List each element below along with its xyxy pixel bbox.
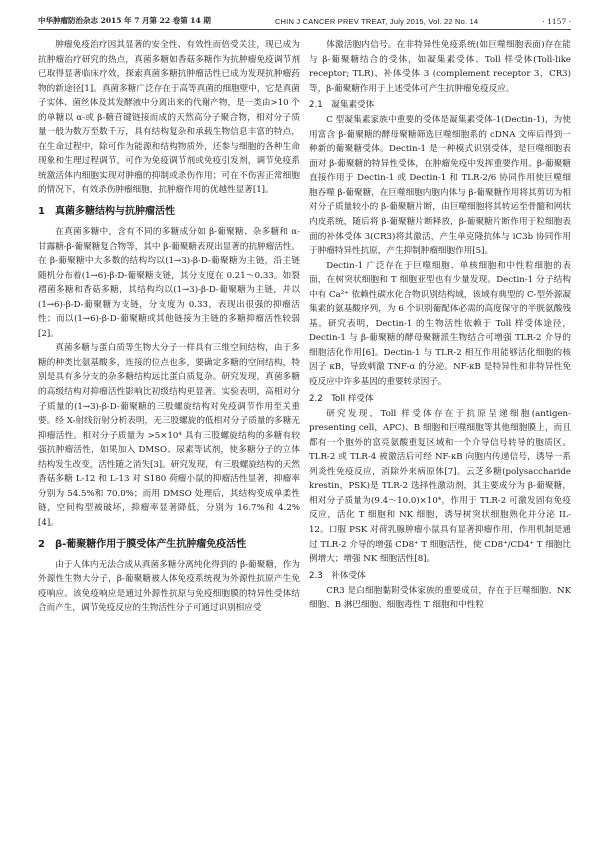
section-2-2-heading: 2.2 Toll 样受体	[309, 393, 374, 404]
section-1-heading: 1 真菌多糖结构与抗肿瘤活性	[38, 206, 175, 218]
section-2-heading: 2 β-葡聚糖作用于膜受体产生抗肿瘤免疫活性	[38, 538, 247, 550]
section-2-paragraph-1: 由于人体内无法合成从真菌多糖分离纯化得到的 β-葡聚糖，作为外源性生物大分子，β-葡聚糖被人体免疫系统视为外源性抗原产生免疫响应。该免疫响应是通过外源性抗原与免疫细胞膜的特异性受体结合而产生，调节免疫反应的生物活性分子可通过识别相应受	[38, 559, 300, 614]
journal-title-en: CHIN J CANCER PREV TREAT, July 2015, Vol. 22 No. 14	[274, 17, 479, 26]
left-column	[38, 38, 300, 616]
journal-title-cn: 中华肿瘤防治杂志 2015 年 7 月第 22 卷第 14 期	[38, 16, 211, 25]
section-2-1-heading: 2.1 凝集素受体	[309, 100, 375, 111]
section-2-1-paragraph-1: C 型凝集素家族中重要的受体是凝集素受体-1(Dectin-1)，为使用富含 β-葡聚糖的酵母聚糖筛选巨噬细胞系的 cDNA 文库后得到一种新的葡聚糖受体。Dectin-1 是一种模式识别受体，是巨噬细胞表面对 β-葡聚糖的特异性受体，在肿瘤免疫中发挥重要作用。β-葡聚糖直接作用于 Dectin-1 或 Dectin-1 和 TLR-2/6 协同作用使巨噬细胞吞噬 β-葡聚糖，在巨噬细胞内胞内体与 β-葡聚糖作用将其剪切为相对分子质量较小的 β-葡聚糖片断，由巨噬细胞将其转运至骨髓和网状内皮系统，随后将 β-葡聚糖片断释放，β-葡聚糖片断作用于粒细胞表面的补体受体 3(CR3)将其激活，产生单克隆抗体与 iC3b 协同作用于肿瘤特异性抗原，产生抑制肿瘤细胞作用[5]。	[309, 115, 571, 257]
section-2-1-paragraph-2: Dectin-1 广泛存在于巨噬细胞、单核细胞和中性粒细胞的表面，在树突状细胞和 T 细胞亚型也有少量发现。Dectin-1 分子结构中有 Ca²⁺ 依赖性碳水化合物识别结构域，该域有典型的 C-型外源凝集素的氨基酸序列，为 6 个识别葡配体必需的高度保守的半胱氨酸残基。研究表明，Dectin-1 的生物活性依赖于 Toll 样受体途径，Dectin-1 与 β-葡聚糖的酵母聚糖派生物结合可增强 TLR-2 介导的细胞活化作用[6]。Dectin-1 与 TLR-2 相互作用能够活化细胞的核因子 κB，导致刺激 TNF-α 的分泌。NF-κB 是特异性和非特异性免疫反应中许多基因的重要转录因子。	[309, 260, 571, 388]
section-2-3-heading: 2.3 补体受体	[309, 570, 366, 581]
section-2-continued-paragraph: 体激活胞内信号。在非特异性免疫系统(如巨噬细胞表面)存在能与 β-葡聚糖结合的受体，如凝集素受体、Toll 样受体(Toll-like receptor; TLR)、补体受体 3 (complement receptor 3，CR3)等，β-葡聚糖作用于上述受体可产生抗肿瘤免疫反应。	[309, 40, 571, 94]
running-header	[38, 0, 571, 30]
intro-paragraph: 肿瘤免疫治疗因其显著的安全性、有效性而倍受关注，现已成为抗肿瘤治疗研究的热点，真菌多糖如香菇多糖作为抗肿瘤免疫调节剂已取得显著临床疗效，探索真菌多糖抗肿瘤活性已成为发现抗肿瘤药物的新途径[1]。真菌多糖广泛存在于高等真菌的细胞壁中，它是真菌子实体、菌丝体及其发酵液中分离出来的代谢产物，是一类由>10 个的单糖以 α-或 β-糖苷键链接而成的天然高分子聚合物，相对分子质量一般为数万至数千万，具有结构复杂和承载生物信息丰富的特点，在生命过程中，除可作为能源和结构物质外，还参与细胞的各种生命现象和生理过程调节，可作为免疫调节剂或免疫引发剂，调节免疫系统激活体内细胞实现对肿瘤的抑制或杀伤作用；可在不伤害正常细胞的情况下，有效杀伤肿瘤细胞，抗肿瘤作用的优越性显著[1]。	[38, 40, 300, 196]
section-2-3-paragraph: CR3 是白细胞黏附受体家族的重要成员，存在于巨噬细胞、NK 细胞、B 淋巴细胞、细胞毒性 T 细胞和中性粒	[309, 585, 571, 611]
section-1-paragraph-1: 在真菌多糖中，含有不同的多糖成分如 β-葡聚糖、杂多糖和 α-甘露糖-β-葡聚糖复合物等，其中 β-葡聚糖表现出显著的抗肿瘤活性。在 β-葡聚糖中大多数的结构均以(1→3)-β-D-葡聚糖为主链，沿主链随机分布着(1→6)-β-D-葡聚糖支链，其分支度在 0.21～0.33。如裂褶菌多糖和香菇多糖，其结构均以(1→3)-β-D-葡聚糖为主链，并以(1→6)-β-D-葡聚糖为支链，分支度为 0.33，表现出很强的抑瘤活性；而以(1→6)-β-D-葡聚糖或其他链接为主链的多糖抑瘤活性较弱[2]。	[38, 227, 301, 339]
two-column-body	[38, 38, 571, 616]
section-2-2-paragraph: 研究发现，Toll 样受体存在于抗原呈递细胞(antigen-presenting cell，APC)、B 细胞和巨噬细胞等其他细胞膜上，而且都有一个胞外的富亮氨酸重复区域和一个介导信号转导的胞质区。TLR-2 或 TLR-4 被激活后可经 NF-κB 向胞内传递信号，诱导一系列炎性免疫反应，消除外来病原体[7]。云芝多糖(polysaccharide krestin，PSK)是 TLR-2 选择性激动剂，其主要成分为 β-葡聚糖，相对分子质量为(9.4～10.0)×10⁴，作用于 TLR-2 可激发固有免疫反应，活化 T 细胞和 NK 细胞，诱导树突状细胞熟化并分泌 IL-12。口服 PSK 对荷乳腺肿瘤小鼠具有显著抑瘤作用，作用机制是通过 TLR-2 介导的增强 CD8⁺ T 细胞活性，使 CD8⁺/CD4⁺ T 细胞比例增大；增强 NK 细胞活性[8]。	[309, 408, 571, 565]
right-column	[309, 38, 571, 616]
page-number: · 1157 ·	[542, 17, 571, 26]
section-1-paragraph-2: 真菌多糖与蛋白质等生物大分子一样具有三维空间结构，由于多糖的种类比氨基酸多，连接的位点也多，要确定多糖的空间结构，特别是具有多分支的杂多糖结构远比蛋白质复杂。研究发现，真菌多糖的高级结构对抑瘤活性影响比初级结构更显著。实验表明，高相对分子质量的(1→3)-β-D-葡聚糖的三股螺旋结构对免疫调节作用至关重要。经 X-射线衍射分析表明，无三股螺旋的低相对分子质量的多糖无抑瘤活性。相对分子质量为 >5×10⁴ 具有三股螺旋结构的多糖有较强抗肿瘤活性，如果加入 DMSO、尿素等试剂，使多糖分子的立体结构发生改变，活性随之消失[3]。研究发现，有三股螺旋结构的天然香菇多糖 L-12 和 L-13 对 S180 荷瘤小鼠的抑瘤活性显著，抑瘤率分别为 54.5%和 70.0%；而用 DMSO 处理后，其结构变成单柔性链，空间构型被破坏，抑瘤率显著降低，分别为 16.7%和 4.2%[4]。	[38, 343, 300, 528]
